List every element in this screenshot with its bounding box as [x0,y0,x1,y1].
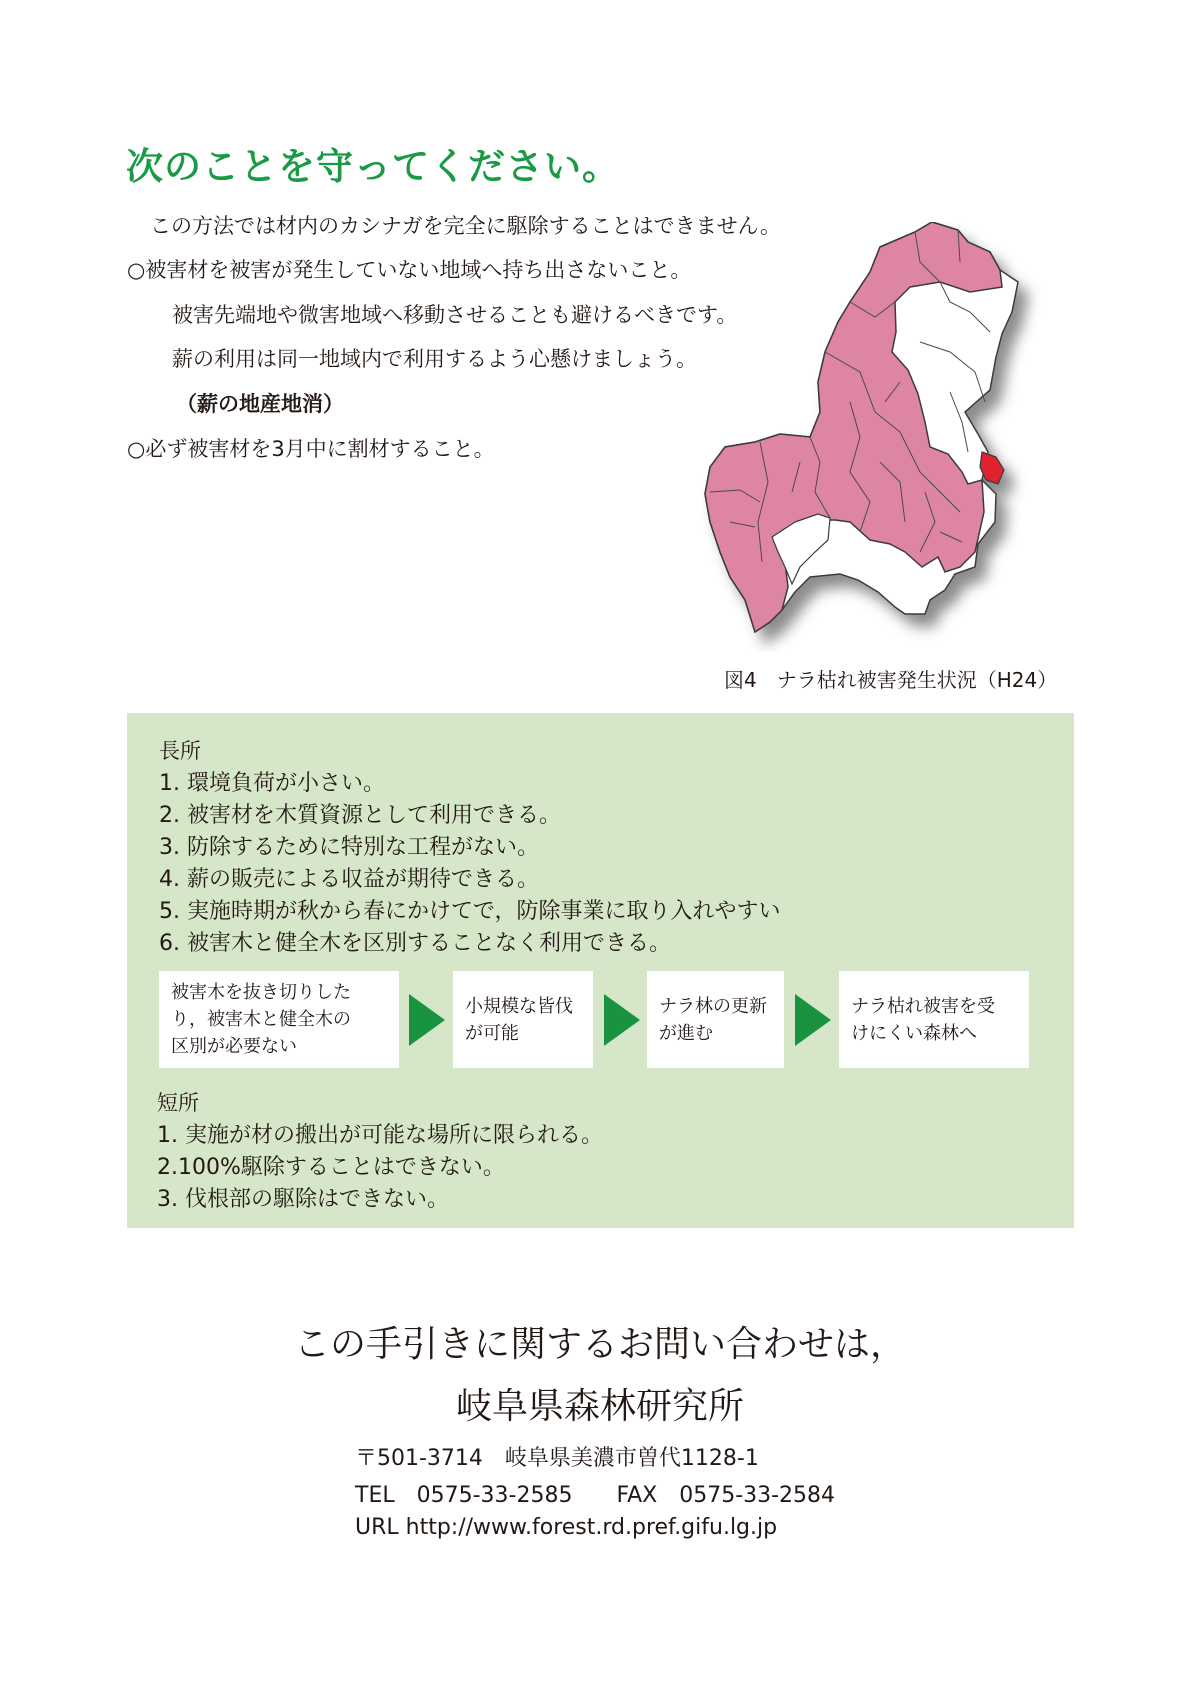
intro-text: この方法では材内のカシナガを完全に駆除することはできません。 [150,214,781,238]
flow-arrow-icon [604,994,640,1046]
flow-step-4: ナラ枯れ被害を受 けにくい森林へ [839,971,1029,1068]
merits-demerits-box [127,713,1074,1228]
rule-2: ○必ず被害材を3月中に割材すること。 [127,437,495,461]
rule-1-detail-2: 薪の利用は同一地域内で利用するよう心懸けましょう。 [172,347,697,371]
merit-item: 5. 実施時期が秋から春にかけてで，防除事業に取り入れやすい [159,899,781,924]
merit-item: 1. 環境負荷が小さい。 [159,771,385,796]
contact-url[interactable]: URL http://www.forest.rd.pref.gifu.lg.jp [355,1515,778,1540]
rule-1: ○被害材を被害が発生していない地域へ持ち出さないこと。 [127,258,692,282]
flow-step-3: ナラ林の更新 が進む [647,971,784,1068]
contact-phone-fax: TEL 0575-33-2585 FAX 0575-33-2584 [355,1483,836,1508]
demerit-item: 3. 伐根部の駆除はできない。 [157,1187,449,1212]
merit-item: 2. 被害材を木質資源として利用できる。 [159,803,561,828]
demerit-item: 2.100%駆除することはできない。 [157,1155,505,1180]
map-caption: 図4 ナラ枯れ被害発生状況（H24） [724,668,1058,692]
merit-item: 4. 薪の販売による収益が期待できる。 [159,867,539,892]
contact-address: 〒501-3714 岐阜県美濃市曽代1128-1 [355,1446,759,1471]
map-new-damage [980,452,1004,484]
flow-step-2: 小規模な皆伐 が可能 [453,971,593,1068]
demerits-title: 短所 [157,1091,199,1115]
flow-arrow-icon [795,994,831,1046]
flow-step-1: 被害木を抜き切りした り，被害木と健全木の 区別が必要ない [159,971,399,1068]
merit-item: 6. 被害木と健全木を区別することなく利用できる。 [159,931,671,956]
rule-1-detail-1: 被害先端地や微害地域へ移動させることも避けるべきです。 [172,303,738,327]
merits-title: 長所 [159,739,201,763]
merit-item: 3. 防除するために特別な工程がない。 [159,835,539,860]
rule-1-note: （薪の地産地消） [176,392,344,416]
damage-map [700,222,1120,652]
section-heading: 次のことを守ってください。 [126,145,620,188]
contact-organization: 岐阜県森林研究所 [455,1386,744,1427]
contact-lead: この手引きに関するお問い合わせは， [293,1324,906,1365]
demerit-item: 1. 実施が材の搬出が可能な場所に限られる。 [157,1123,603,1148]
flow-arrow-icon [409,994,445,1046]
